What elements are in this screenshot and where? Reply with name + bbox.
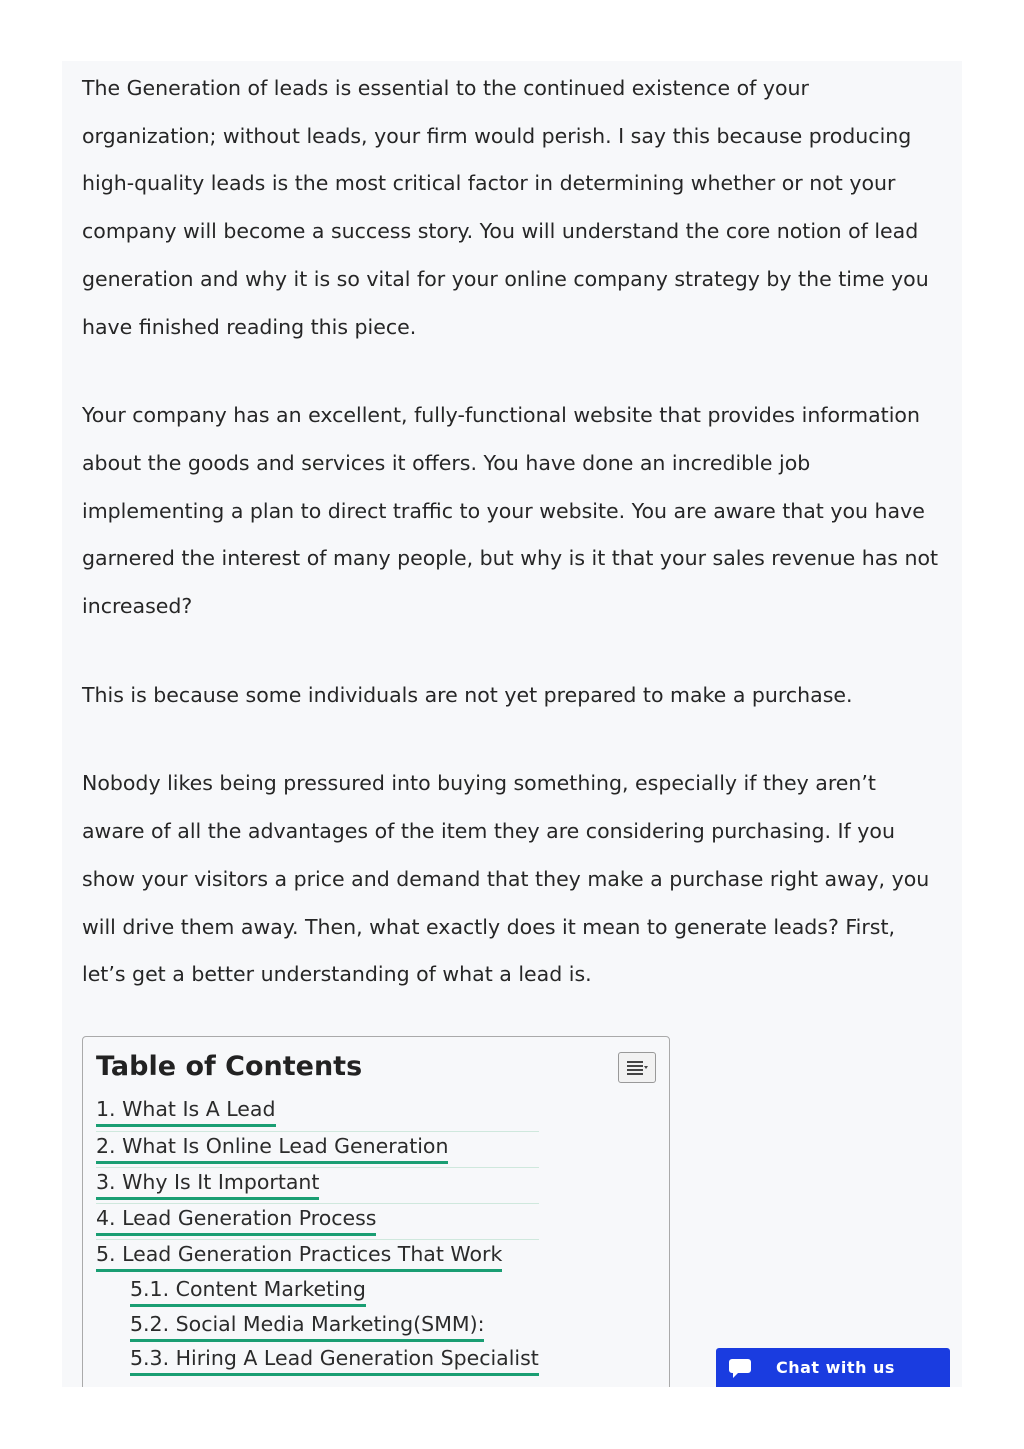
toc-sublist-item [130, 1344, 539, 1379]
toc-list-item [96, 1239, 539, 1275]
toc-link-why-important[interactable]: 3. Why Is It Important [96, 1168, 319, 1200]
toc-title: Table of Contents [96, 1051, 363, 1082]
toc-link-hiring-specialist[interactable]: 5.3. Hiring A Lead Generation Specialist [130, 1344, 539, 1376]
toc-list-item [96, 1095, 539, 1131]
article-paragraph: Nobody likes being pressured into buying something, especially if they aren’t aware of all the advantages of the item they are considering purchasing. If you show your visitors a price and demand that they make a purchase right away, you will drive them away. Then, what exactly does it mean to generate leads? First, let’s get a better understanding of what a lead is. [82, 771, 930, 987]
toc-list-item [96, 1131, 539, 1167]
article-paragraph: The Generation of leads is essential to the continued existence of your organization; without leads, your firm would perish. I say this because producing high-quality leads is the most critical factor in determining whether or not your company will become a success story. You will understand the core notion of lead generation and why it is so vital for your online company strategy by the time you have finished reading this piece. [82, 76, 929, 339]
toc-link-online-lead-generation[interactable]: 2. What Is Online Lead Generation [96, 1132, 448, 1164]
toc-list [96, 1095, 539, 1379]
chat-widget-button[interactable] [716, 1348, 950, 1387]
toc-link-lead-generation-process[interactable]: 4. Lead Generation Process [96, 1204, 376, 1236]
list-toggle-icon [627, 1061, 649, 1075]
toc-list-item [96, 1203, 539, 1239]
chat-bubble-icon [729, 1357, 751, 1379]
toc-sublist-item [130, 1275, 539, 1310]
chat-label: Chat with us [776, 1358, 895, 1377]
toc-link-content-marketing[interactable]: 5.1. Content Marketing [130, 1275, 366, 1307]
article-paragraph: Your company has an excellent, fully-functional website that provides information about the goods and services it offers. You have done an incredible job implementing a plan to direct traffic to your website. You are aware that you have garnered the interest of many people, but why is it that your sales revenue has not increased? [82, 403, 939, 619]
toc-list-item [96, 1167, 539, 1203]
toc-link-social-media-marketing[interactable]: 5.2. Social Media Marketing(SMM): [130, 1310, 484, 1342]
toc-toggle-button[interactable] [618, 1052, 656, 1083]
article-paragraph: This is because some individuals are not yet prepared to make a purchase. [82, 682, 853, 707]
toc-sublist-item [130, 1310, 539, 1345]
table-of-contents [82, 1036, 670, 1387]
toc-link-practices-that-work[interactable]: 5. Lead Generation Practices That Work [96, 1240, 502, 1272]
article-body [62, 61, 962, 1387]
toc-link-what-is-a-lead[interactable]: 1. What Is A Lead [96, 1095, 276, 1127]
